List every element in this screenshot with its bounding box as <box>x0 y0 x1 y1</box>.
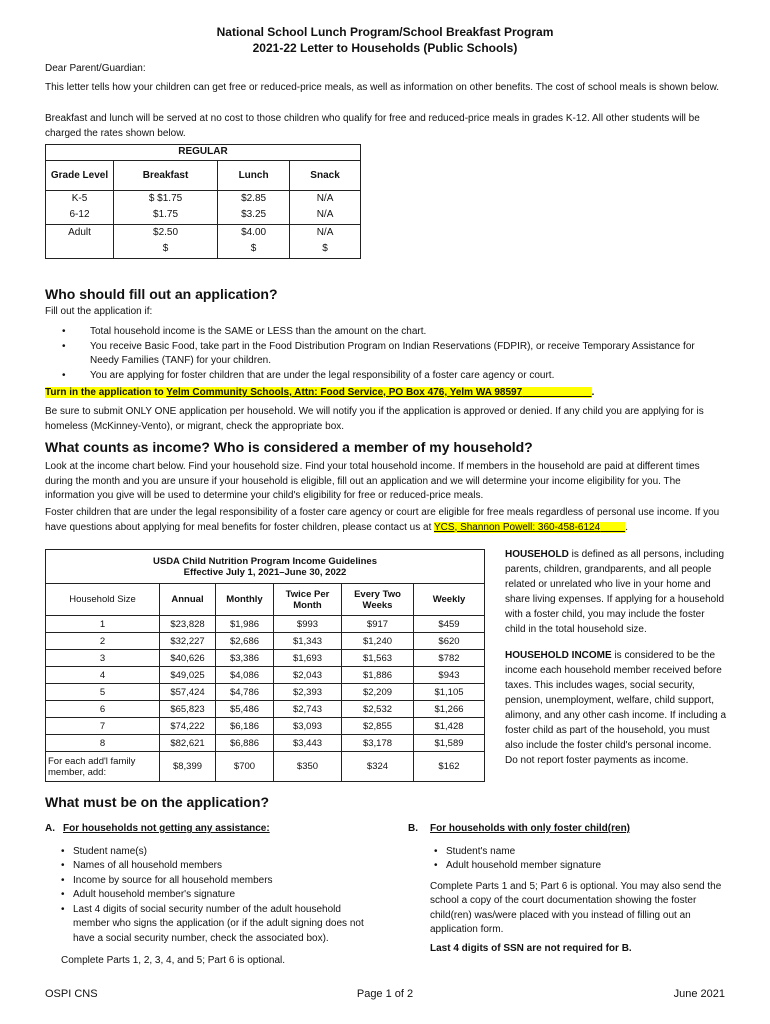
table-cell: $1,563 <box>342 650 414 667</box>
table-cell: $3,386 <box>216 650 274 667</box>
price-row <box>46 224 361 241</box>
table-cell: $943 <box>414 667 485 684</box>
table-cell: $993 <box>274 616 342 633</box>
column-a-letter: A. <box>45 823 55 834</box>
table-cell: $82,621 <box>160 735 216 752</box>
list-item <box>61 874 365 889</box>
table-cell: $782 <box>414 650 485 667</box>
table-cell: 2 <box>46 633 160 650</box>
table-cell: $3,178 <box>342 735 414 752</box>
table-row <box>46 684 485 701</box>
table-cell: 3 <box>46 650 160 667</box>
column-a-heading <box>45 822 365 837</box>
bullet-mark: • <box>61 860 65 871</box>
income-col-every-two-weeks: Every Two Weeks <box>342 584 414 616</box>
price-cell: $ <box>218 241 290 258</box>
household-income-definition-text: is considered to be the income each household member received before taxes. This includes wages, social security, pension, unemployment, welfare, child support, alimony, and any other cash income. If including a foster child as part of the household, you must also include the foster child's personal income. Do not report foster payments as income. <box>505 650 727 766</box>
table-cell: 5 <box>46 684 160 701</box>
price-cell: $1.75 <box>114 207 218 224</box>
list-item <box>434 859 728 874</box>
income-caption-line-1: USDA Child Nutrition Program Income Guidelines <box>153 555 377 567</box>
table-cell: $1,240 <box>342 633 414 650</box>
table-row <box>46 701 485 718</box>
column-b-letter: B. <box>408 823 418 834</box>
bullet-mark: • <box>61 903 65 915</box>
turn-in-address: Yelm Community Schools, Attn: Food Service, PO Box 476, Yelm WA 98597 <box>166 387 523 398</box>
table-cell: 1 <box>46 616 160 633</box>
column-b-list <box>434 845 728 874</box>
price-cell: $ <box>290 241 361 258</box>
income-col-weekly: Weekly <box>414 584 485 616</box>
column-a-complete: Complete Parts 1, 2, 3, 4, and 5; Part 6 is optional. <box>61 955 286 966</box>
list-item <box>434 845 728 860</box>
price-cell: $2.85 <box>218 190 290 207</box>
price-col-grade: Grade Level <box>46 160 114 190</box>
table-cell: $620 <box>414 633 485 650</box>
table-row <box>46 667 485 684</box>
fill-out-lead: Fill out the application if: <box>45 306 153 317</box>
list-item <box>61 903 365 947</box>
table-cell: 8 <box>46 735 160 752</box>
table-cell: $162 <box>414 752 485 782</box>
list-item-text: Student's name <box>446 845 516 857</box>
income-paragraph-1: Look at the income chart below. Find your household size. Find your total household income. If members in the household are paid at different times during the month and you are unsure if your household is eligible, fill out an application and we will determine your income eligibility for you. The information you give will be used to determine your child's eligibility for free or reduced-price meals. <box>45 461 700 501</box>
column-a <box>45 822 365 969</box>
table-cell: $2,532 <box>342 701 414 718</box>
list-item-text: Names of all household members <box>73 860 222 871</box>
household-definition-text: is defined as all persons, including parents, children, grandparents, and all people related or unrelated who live in your home and share living expenses. If applying for a household with a foster child, you may include the foster child in the total household size. <box>505 549 725 635</box>
foster-contact: YCS, Shannon Powell: 360-458-6124 <box>433 521 601 533</box>
table-cell: $4,786 <box>216 684 274 701</box>
list-item <box>61 845 365 860</box>
table-cell: $49,025 <box>160 667 216 684</box>
price-table-header: REGULAR <box>46 145 361 161</box>
household-definition <box>505 547 727 637</box>
price-col-snack: Snack <box>290 160 361 190</box>
table-cell: $2,743 <box>274 701 342 718</box>
table-cell: $4,086 <box>216 667 274 684</box>
bullet-mark: • <box>61 845 65 857</box>
submit-note: Be sure to submit ONLY ONE application per household. We will notify you if the application is approved or denied. If any child you are applying for is homeless (McKinney-Vento), or migrant, check the appropriate box. <box>45 406 704 432</box>
table-cell: $2,686 <box>216 633 274 650</box>
table-cell: $74,222 <box>160 718 216 735</box>
table-row <box>46 735 485 752</box>
price-cell: $4.00 <box>218 224 290 241</box>
table-cell: $6,886 <box>216 735 274 752</box>
price-row <box>46 207 361 224</box>
section-heading-who: Who should fill out an application? <box>45 286 278 302</box>
column-b-ssn-note: Last 4 digits of SSN are not required for B. <box>430 942 632 954</box>
price-col-lunch: Lunch <box>218 160 290 190</box>
foster-contact-blank <box>600 522 625 533</box>
meal-price-table <box>45 144 361 259</box>
turn-in-label: Turn in the application to <box>45 387 167 398</box>
table-row <box>46 633 485 650</box>
turn-in-blank <box>522 387 591 398</box>
price-row <box>46 241 361 258</box>
income-paragraph-2 <box>45 506 727 535</box>
table-cell: $6,186 <box>216 718 274 735</box>
bullet-mark: • <box>434 860 438 871</box>
income-col-household-size: Household Size <box>46 584 160 616</box>
price-cell: $2.50 <box>114 224 218 241</box>
list-item: • Total household income is the SAME or LESS than the amount on the chart. <box>62 325 722 340</box>
table-cell: $324 <box>342 752 414 782</box>
section-heading-application: What must be on the application? <box>45 794 269 810</box>
table-cell: $1,343 <box>274 633 342 650</box>
income-guidelines-table <box>45 549 485 782</box>
table-cell: $65,823 <box>160 701 216 718</box>
price-cell: N/A <box>290 207 361 224</box>
column-a-heading-text: For households not getting any assistance: <box>63 823 270 834</box>
column-b-complete: Complete Parts 1 and 5; Part 6 is optional. You may also send the school a copy of the court documentation showing the foster child(ren) was/were placed with you instead of filling out an application form. <box>430 880 722 935</box>
list-item-text: Student name(s) <box>73 845 147 857</box>
footer-date: June 2021 <box>673 988 725 1000</box>
table-cell: $3,443 <box>274 735 342 752</box>
bullet-mark: • <box>61 874 65 886</box>
income-table-caption <box>46 550 485 584</box>
list-item-text: Adult household member's signature <box>73 889 236 900</box>
price-cell: Adult <box>46 224 114 241</box>
income-col-monthly: Monthly <box>216 584 274 616</box>
table-cell: $40,626 <box>160 650 216 667</box>
table-cell: $459 <box>414 616 485 633</box>
table-cell: $2,209 <box>342 684 414 701</box>
column-b <box>408 822 728 956</box>
table-cell: $32,227 <box>160 633 216 650</box>
list-item <box>61 888 365 903</box>
table-cell: $1,589 <box>414 735 485 752</box>
eligibility-list <box>62 325 722 383</box>
table-cell: $8,399 <box>160 752 216 782</box>
table-cell: $2,855 <box>342 718 414 735</box>
table-cell: $1,693 <box>274 650 342 667</box>
bullet-mark: • <box>434 845 438 857</box>
table-cell: $350 <box>274 752 342 782</box>
household-income-definition <box>505 648 727 768</box>
price-cell: $3.25 <box>218 207 290 224</box>
table-cell: $1,886 <box>342 667 414 684</box>
greeting: Dear Parent/Guardian: <box>45 63 146 74</box>
price-cell: $ <box>114 241 218 258</box>
price-cell: 6-12 <box>46 207 114 224</box>
table-cell: 6 <box>46 701 160 718</box>
column-b-heading-text: For households with only foster child(ren) <box>430 823 631 834</box>
foster-end: . <box>625 521 628 533</box>
foster-text: Foster children that are under the legal responsibility of a foster care agency or court are eligible for free meals regardless of personal use income. If you have questions about applying for meal benefits for foster children, please contact us at <box>45 507 720 533</box>
table-cell: $57,424 <box>160 684 216 701</box>
income-caption-line-2: Effective July 1, 2021–June 30, 2022 <box>183 566 347 578</box>
column-b-heading <box>408 822 728 837</box>
title-line-2: 2021-22 Letter to Households (Public Schools) <box>252 41 518 55</box>
list-item: • You are applying for foster children that are under the legal responsibility of a foster care agency or court. <box>62 369 722 384</box>
price-cell: N/A <box>290 190 361 207</box>
price-cell: N/A <box>290 224 361 241</box>
income-col-annual: Annual <box>160 584 216 616</box>
intro-paragraph-2: Breakfast and lunch will be served at no cost to those children who qualify for free and reduced-price meals in grades K-12. All other students will be charged the rates shown below. <box>45 113 700 139</box>
price-col-breakfast: Breakfast <box>114 160 218 190</box>
list-item-text: Adult household member signature <box>446 860 602 871</box>
table-cell: For each add'l family member, add: <box>46 752 160 782</box>
list-item-text: Last 4 digits of social security number of the adult household member who signs the application (or if the adult signing does not have a social security number, check the associated box). <box>73 903 364 944</box>
household-term: HOUSEHOLD <box>505 549 569 560</box>
table-cell: $2,393 <box>274 684 342 701</box>
table-cell: $1,986 <box>216 616 274 633</box>
price-cell: K-5 <box>46 190 114 207</box>
list-item: • You receive Basic Food, take part in the Food Distribution Program on Indian Reservations (FDPIR), or receive Temporary Assistance for Needy Families (TANF) for your children. <box>62 340 722 369</box>
price-cell <box>46 241 114 258</box>
turn-in-line <box>45 386 727 401</box>
table-cell: $1,428 <box>414 718 485 735</box>
household-income-term: HOUSEHOLD INCOME <box>505 650 612 661</box>
table-row <box>46 650 485 667</box>
list-item <box>61 859 365 874</box>
intro-paragraph-1: This letter tells how your children can get free or reduced-price meals, as well as information on other benefits. The cost of school meals is shown below. <box>45 82 720 93</box>
table-cell: 4 <box>46 667 160 684</box>
title-line-1: National School Lunch Program/School Breakfast Program <box>216 25 554 39</box>
table-cell: $1,105 <box>414 684 485 701</box>
section-heading-income: What counts as income? Who is considered a member of my household? <box>45 439 533 455</box>
table-cell: $23,828 <box>160 616 216 633</box>
table-cell: $5,486 <box>216 701 274 718</box>
table-row <box>46 752 485 782</box>
table-cell: $2,043 <box>274 667 342 684</box>
table-cell: $3,093 <box>274 718 342 735</box>
column-a-list <box>61 845 365 947</box>
bullet-mark: • <box>61 889 65 900</box>
footer-left: OSPI CNS <box>45 988 98 1000</box>
table-cell: 7 <box>46 718 160 735</box>
footer-page-number: Page 1 of 2 <box>356 988 414 1000</box>
list-item-text: Income by source for all household members <box>73 874 273 886</box>
income-col-twice-per-month: Twice Per Month <box>274 584 342 616</box>
table-cell: $700 <box>216 752 274 782</box>
page-title <box>0 24 770 56</box>
table-cell: $917 <box>342 616 414 633</box>
table-cell: $1,266 <box>414 701 485 718</box>
price-cell: $ $1.75 <box>114 190 218 207</box>
table-row <box>46 718 485 735</box>
table-row <box>46 616 485 633</box>
turn-in-end: . <box>591 387 595 398</box>
price-row <box>46 190 361 207</box>
